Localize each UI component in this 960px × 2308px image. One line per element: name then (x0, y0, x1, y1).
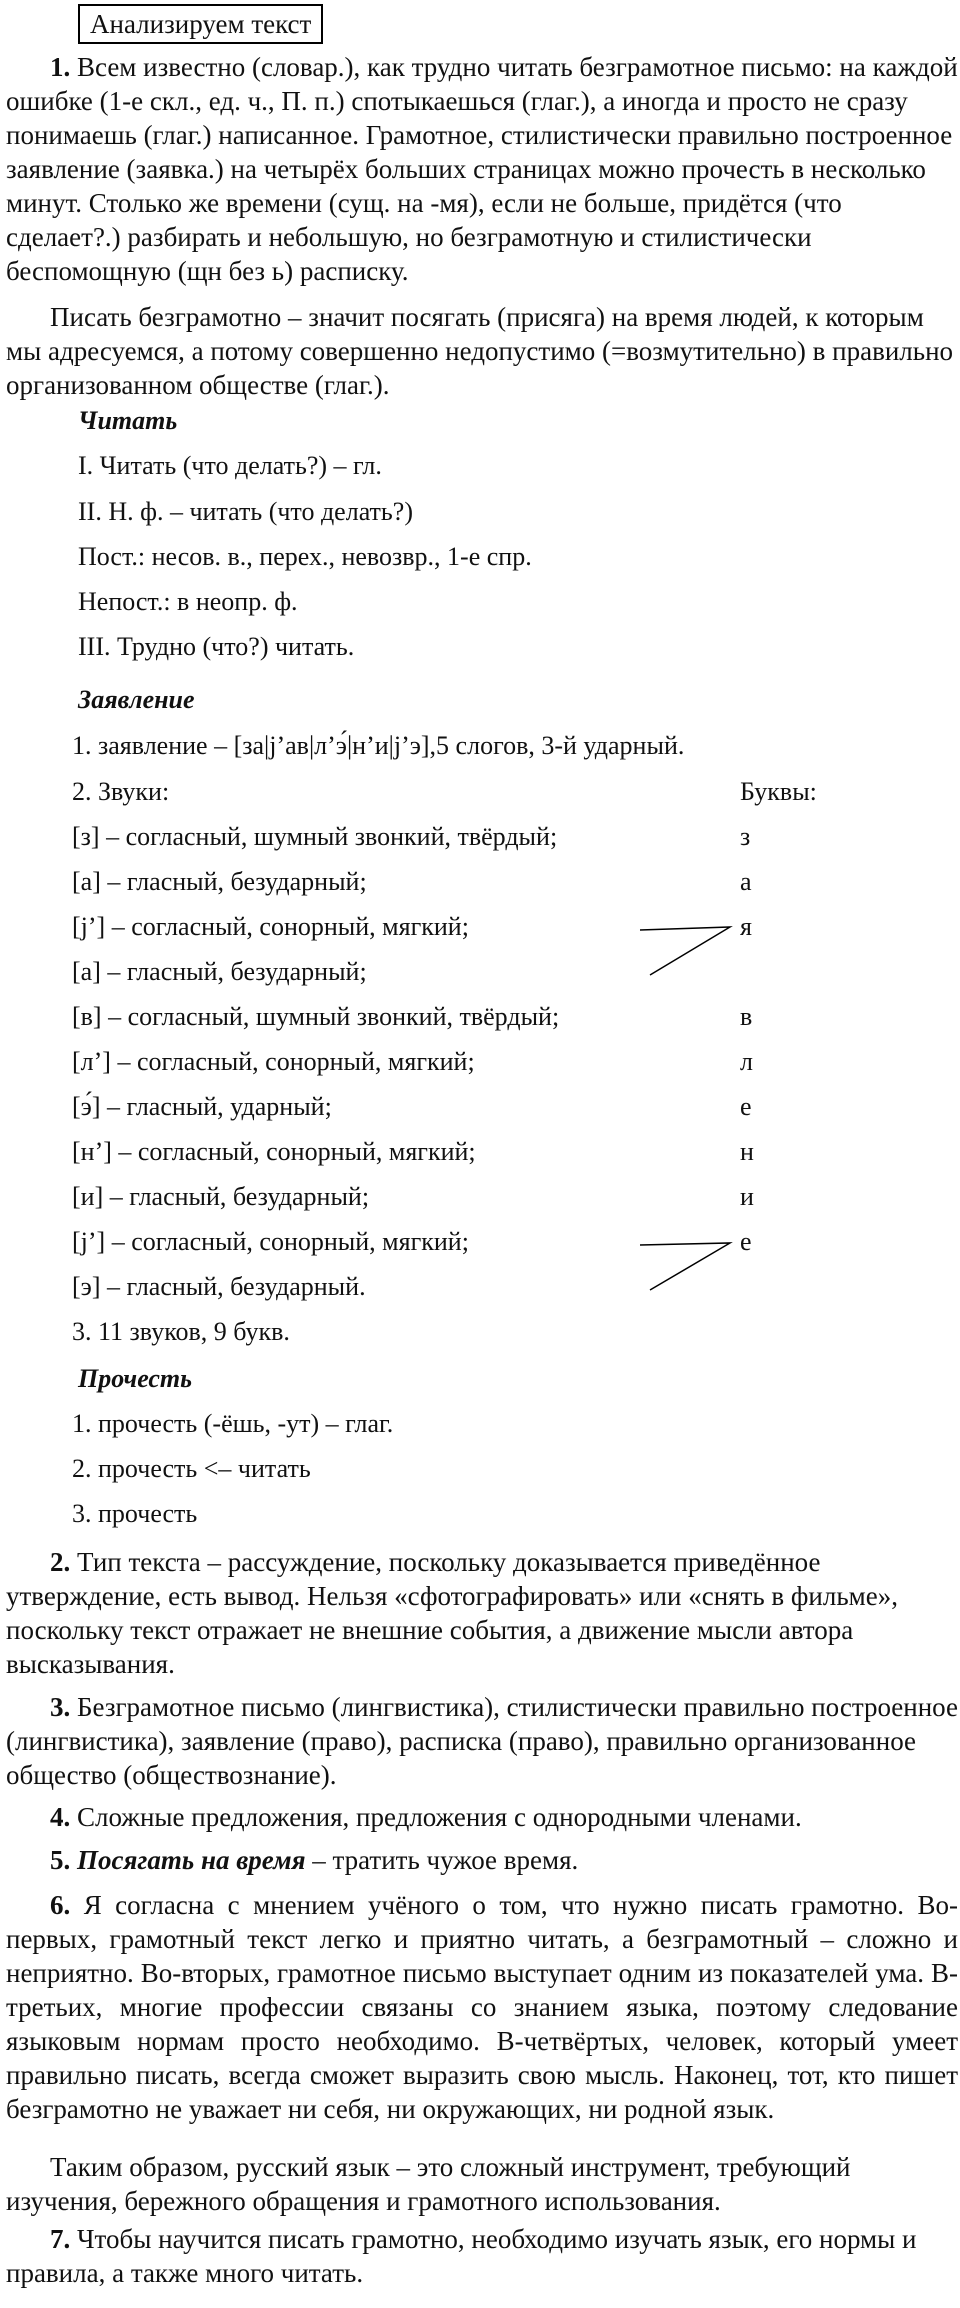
sound-row: [н’] – согласный, сонорный, мягкий; (72, 1137, 476, 1166)
prochest-line: 2. прочесть <– читать (72, 1454, 311, 1483)
sounds-total: 3. 11 звуков, 9 букв. (72, 1317, 290, 1346)
task-5 (6, 1843, 958, 1877)
connector-ya (640, 927, 730, 975)
letter-cell: а (740, 867, 752, 896)
task-number: 6. (50, 1890, 71, 1920)
task-4-text: Сложные предложения, предложения с однородными членами. (77, 1802, 802, 1832)
chitat-header: Читать (78, 406, 178, 435)
letter-cell: з (740, 822, 751, 851)
task-6-conclusion-text: Таким образом, русский язык – это сложный инструмент, требующий изучения, бережного обращения и грамотного использования. (6, 2152, 851, 2217)
sound-row: [j’] – согласный, сонорный, мягкий; (72, 1227, 469, 1256)
task-3-text: Безграмотное письмо (лингвистика), стилистически правильно построенное (лингвистика), заявление (право), расписка (право), правильно организованное общество (обществознание). (6, 1692, 958, 1791)
letter-cell: н (740, 1137, 754, 1166)
chitat-line: II. Н. ф. – читать (что делать?) (78, 497, 413, 526)
task-6-text: Я согласна с мнением учёного о том, что нужно писать грамотно. Во-первых, грамотный текст легко и приятно читать, а безграмотный – сложно и неприятно. Во-вторых, грамотное письмо выступает одним из показателей ума. В-третьих, многие профессии связаны со знанием языка, поэтому следование языковым нормам просто необходимо. В-четвёртых, человек, который умеет правильно писать, всегда сможет выразить свою мысль. Наконец, тот, кто пишет безграмотно не уважает ни себя, ни окружающих, ни родной язык. (6, 1890, 958, 2125)
sound-row: [в] – согласный, шумный звонкий, твёрдый; (72, 1002, 560, 1031)
letter-cell: е (740, 1092, 752, 1121)
chitat-line: Непост.: в неопр. ф. (78, 587, 298, 616)
prochest-line: 1. прочесть (-ёшь, -ут) – глаг. (72, 1409, 394, 1438)
task-5-text: – тратить чужое время. (305, 1845, 579, 1875)
transcription-line: 1. заявление – [за|j’ав|л’э́|н’и|j’э],5 слогов, 3-й ударный. (72, 731, 685, 760)
task-7 (6, 2222, 958, 2290)
task-3 (6, 1690, 958, 1792)
sound-row: [л’] – согласный, сонорный, мягкий; (72, 1047, 475, 1076)
chitat-line: Пост.: несов. в., перех., невозвр., 1-е спр. (78, 542, 532, 571)
connector-e (640, 1243, 730, 1290)
task-6 (6, 1888, 958, 2126)
letter-cell: е (740, 1227, 752, 1256)
task-number: 5. (50, 1845, 71, 1875)
task-number: 4. (50, 1802, 71, 1832)
task-2 (6, 1545, 958, 1681)
task-number: 1. (50, 52, 71, 82)
task-number: 7. (50, 2224, 71, 2254)
letter-cell: в (740, 1002, 753, 1031)
sound-row: [а] – гласный, безударный; (72, 867, 367, 896)
task-5-term: Посягать на время (77, 1845, 306, 1875)
sounds-label: 2. Звуки: (72, 777, 170, 806)
sound-row: [а] – гласный, безударный; (72, 957, 367, 986)
chitat-line: I. Читать (что делать?) – гл. (78, 451, 382, 480)
task-7-text: Чтобы научится писать грамотно, необходимо изучать язык, его нормы и правила, а также много читать. (6, 2224, 917, 2289)
sound-row: [з] – согласный, шумный звонкий, твёрдый; (72, 822, 558, 851)
letter-cell: я (740, 912, 752, 941)
chitat-line: III. Трудно (что?) читать. (78, 632, 355, 661)
task-number: 2. (50, 1547, 71, 1577)
letter-cell: и (740, 1182, 754, 1211)
task-6-conclusion (6, 2150, 958, 2218)
zayavlenie-header: Заявление (78, 685, 195, 714)
task-4 (6, 1800, 958, 1834)
task-2-text: Тип текста – рассуждение, поскольку доказывается приведённое утверждение, есть вывод. Нельзя «сфотографировать» или «снять в фильме», поскольку текст отражает не внешние события, а движение мысли автора высказывания. (6, 1547, 898, 1680)
sound-row: [э́] – гласный, ударный; (72, 1092, 332, 1121)
task-1-text: Всем известно (словар.), как трудно читать безграмотное письмо: на каждой ошибке (1-е скл., ед. ч., П. п.) спотыкаешься (глаг.), а иногда и просто не сразу понимаешь (глаг.) написанное. Грамотное, стилистически правильно построенное заявление (заявка.) на четырёх больших страницах можно прочесть в несколько минут. Столько же времени (сущ. на -мя), если не больше, придётся (что сделает?.) разбирать и небольшую, но безграмотную и стилистически беспомощную (щн без ь) расписку. (6, 52, 958, 287)
sound-row: [j’] – согласный, сонорный, мягкий; (72, 912, 469, 941)
task-number: 3. (50, 1692, 71, 1722)
letter-cell: л (740, 1047, 753, 1076)
prochest-line: 3. прочесть (72, 1499, 198, 1528)
prochest-header: Прочесть (78, 1364, 193, 1393)
sound-row: [э] – гласный, безударный. (72, 1272, 366, 1301)
section-title: Анализируем текст (78, 4, 323, 44)
sound-row: [и] – гласный, безударный; (72, 1182, 370, 1211)
task-1-paragraph-2: Писать безграмотно – значит посягать (присяга) на время людей, к которым мы адресуемся, а потому совершенно недопустимо (=возмутительно) в правильно организованном обществе (глаг.). (6, 302, 954, 401)
letters-label: Буквы: (740, 777, 817, 806)
